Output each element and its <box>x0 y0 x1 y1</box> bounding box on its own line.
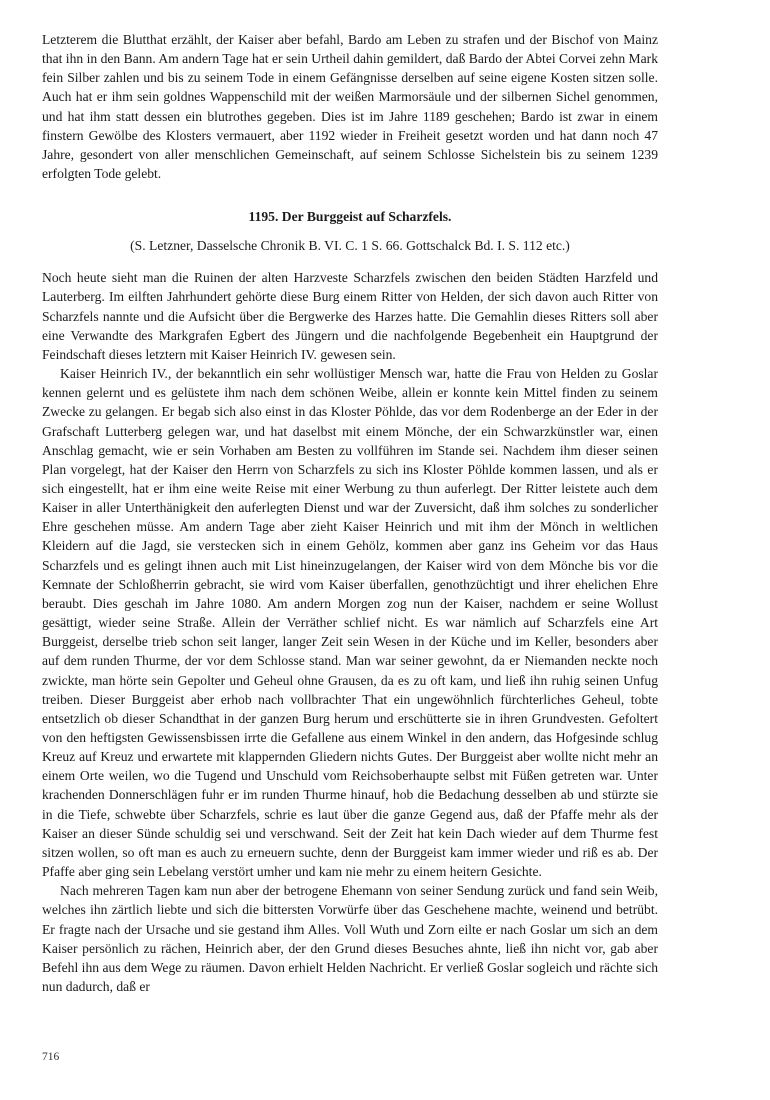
page-body <box>42 30 658 996</box>
paragraph-1: Noch heute sieht man die Ruinen der alten Harzveste Scharzfels zwischen den beiden Städten Harzfeld und Lauterberg. Im eilften Jahrhundert gehörte diese Burg einem Ritter von Helden, der sich davon auch Ritter von Scharzfels nannte und die Aufsicht über die Bergwerke des Harzes hatte. Die Gemahlin dieses Ritters soll aber eine Verwandte des Markgrafen Egbert des Jüngern und die nachfolgende Begebenheit ein Hauptgrund der Feindschaft dieses letztern mit Kaiser Heinrich IV. gewesen sein. <box>42 270 658 362</box>
paragraph-3: Nach mehreren Tagen kam nun aber der betrogene Ehemann von seiner Sendung zurück und fand sein Weib, welches ihn zärtlich liebte und sich die bittersten Vorwürfe über das Geschehene machte, weinend und betrübt. Er fragte nach der Ursache und sie gestand ihm Alles. Voll Wuth und Zorn eilte er nach Goslar um sich an dem Kaiser persönlich zu rächen, Heinrich aber, der den Grund dieses Besuches ahnte, ließ ihn nicht vor, gab aber Befehl ihn aus dem Wege zu räumen. Davon erhielt Helden Nachricht. Er verließ Goslar sogleich und rächte sich nun dadurch, daß er <box>42 883 658 995</box>
section-title: 1195. Der Burggeist auf Scharzfels. <box>248 209 452 225</box>
section-source: (S. Letzner, Dasselsche Chronik B. VI. C. 1 S. 66. Gottschalck Bd. I. S. 112 etc.) <box>130 238 570 254</box>
page-number: 716 <box>42 1051 60 1063</box>
paragraph-2: Kaiser Heinrich IV., der bekanntlich ein sehr wollüstiger Mensch war, hatte die Frau von Helden zu Goslar kennen gelernt und es gelüstete ihm nach dem schönen Weibe, allein er konnte kein Mittel finden zu seinem Zwecke zu gelangen. Er begab sich also einst in das Kloster Pöhlde, das vor dem Rodenberge an der Eder in der Grafschaft Lutterberg gelegen war, und hat daselbst mit einem Mönche, der ein Schwarzkünstler war, einen Anschlag gemacht, wie er sein Vorhaben am Besten zu vollführen im Stande sei. Nachdem ihm dieser seinen Plan vorgelegt, hat der Kaiser den Herrn von Scharzfels zu sich ins Kloster Pöhlde kommen lassen, und als er sich eingestellt, hat er ihm eine weite Reise mit einer Werbung zu thun auferlegt. Der Ritter leistete auch dem Kaiser in aller Unterthänigkeit den auferlegten Dienst und war der Zuversicht, daß ihm solches zu sonderlicher Ehre geschehen müsse. Am andern Tage aber zieht Kaiser Heinrich und mit ihm der Mönch in weltlichen Kleidern auf die Jagd, sie verstecken sich in einem Gehölz, kommen aber ganz ins Geheim vor das Haus Scharzfels und es gelingt ihnen auch mit List hineinzugelangen, der Kaiser wird von dem Mönche bis vor die Kemnate der Schloßherrin gebracht, sie wird vom Kaiser überfallen, genothzüchtigt und ihrer ehelichen Ehre beraubt. Dies geschah im Jahre 1080. Am andern Morgen zog nun der Kaiser, nachdem er seine Wollust gesättigt, wieder seine Straße. Allein der Verräther schlief nicht. Es war nämlich auf Scharzfels eine Art Burggeist, derselbe trieb schon seit langer, langer Zeit sein Wesen in der Küche und im Keller, besonders aber auf dem runden Thurme, der vor dem Schlosse stand. Man war seiner gewohnt, da er Niemanden neckte noch zwickte, man hörte sein Gepolter und Geheul ohne Grausen, da es zu oft kam, und ließ ihn ruhig seinen Unfug treiben. Dieser Burggeist aber erhob nach vollbrachter That ein ungewöhnlich fürchterliches Geheul, tobte entsetzlich ob dieser Schandthat in der ganzen Burg herum und erschütterte sie in ihren Grundvesten. Gefoltert von den heftigsten Gewissensbissen irrte die Gefallene aus einem Winkel in den andern, das Hofgesinde schlug Kreuz auf Kreuz und erwartete mit klappernden Gliedern nichts Gutes. Der Burggeist aber wollte nicht mehr an einem Orte weilen, wo die Tugend und Unschuld vom Reichsoberhaupte selbst mit Füßen getreten war. Unter krachenden Donnerschlägen fuhr er im runden Thurme hinauf, hob die Bedachung desselben ab und stürzte sie in die Tiefe, schwebte über Scharzfels, schrie es laut über die ganze Gegend aus, daß der Pfaffe mehr als der Kaiser an dieser Sünde schuldig sei und verschwand. Seit der Zeit hat kein Dach wieder auf dem Thurme fest sitzen wollen, so oft man es auch zu erneuern suchte, denn der Burggeist kam immer wieder und riß es ab. Der Pfaffe aber ging sein Lebelang verstört umher und kam nie mehr zu einem heitern Gesichte. <box>42 366 658 880</box>
continuation-paragraph: Letzterem die Blutthat erzählt, der Kaiser aber befahl, Bardo am Leben zu strafen und der Bischof von Mainz that ihn in den Bann. Am andern Tage hat er sein Urtheil dahin gemildert, daß Bardo der Abtei Corvei zehn Mark fein Silber zahlen und bis zu seinem Tode in einem Gefängnisse derselben auf seine eigene Kosten sitzen solle. Auch hat er ihm sein goldnes Wappenschild mit der weißen Marmorsäule und der silbernen Sichel genommen, und hat ihm statt dessen ein blutrothes gegeben. Dies ist im Jahre 1189 geschehen; Bardo ist zwar in einem finstern Gewölbe des Klosters vermauert, aber 1192 wieder in Freiheit gesetzt worden und hat dann noch 47 Jahre, gesondert von aller menschlichen Gemeinschaft, auf seinem Schlosse Sichelstein bis zu seinem 1239 erfolgten Tode gelebt. <box>42 32 658 182</box>
